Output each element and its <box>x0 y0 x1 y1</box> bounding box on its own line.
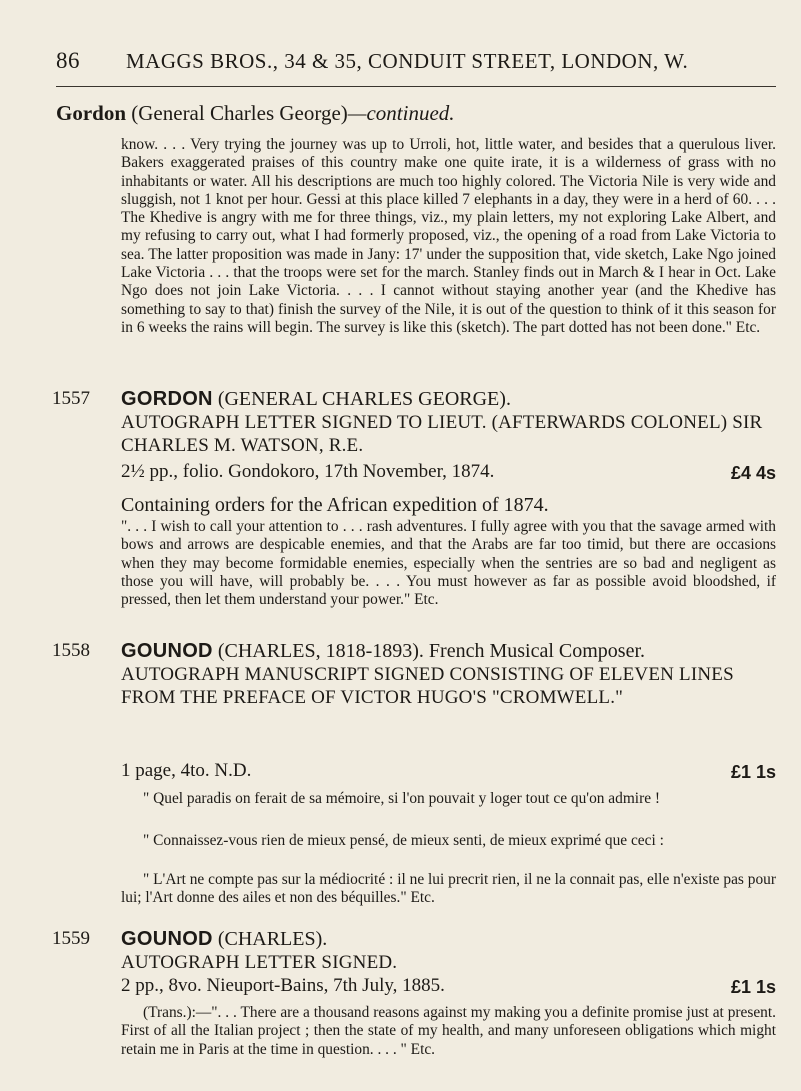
continued-rest: (General Charles George) <box>131 101 348 125</box>
lot-description: AUTOGRAPH MANUSCRIPT SIGNED CONSISTING OF ELEVEN LINES FROM THE PREFACE OF VICTOR HUGO'S "CROMWELL." <box>121 664 734 708</box>
lot-qualifier: (CHARLES, 1818-1893). French Musical Composer. <box>217 640 645 662</box>
lot-name: GOUNOD <box>121 640 213 662</box>
running-header <box>56 48 776 74</box>
lot-heading <box>121 928 781 950</box>
lot-quote: " L'Art ne compte pas sur la médiocrité : il ne lui precrit rien, il ne la connait pas, elle n'existe pas pour lui; l'Art donne des ailes et non des béquilles." Etc. <box>121 871 776 907</box>
lot-format: 1 page, 4to. N.D. <box>121 760 252 781</box>
lot-description: AUTOGRAPH LETTER SIGNED TO LIEUT. (AFTERWARDS COLONEL) SIR CHARLES M. WATSON, R.E. <box>121 412 763 456</box>
lot-description: AUTOGRAPH LETTER SIGNED. <box>121 952 398 973</box>
lot-price: £1 1s <box>730 977 776 997</box>
lot-number: 1558 <box>52 640 90 661</box>
lot-quote: " Quel paradis on ferait de sa mémoire, si l'on pouvait y loger tout ce qu'on admire ! <box>143 790 661 807</box>
lot-number: 1557 <box>52 388 90 409</box>
lot-number: 1559 <box>52 928 90 949</box>
lot-name: GORDON <box>121 388 213 410</box>
page-number: 86 <box>56 48 80 73</box>
lot-quote: " Connaissez-vous rien de mieux pensé, de mieux senti, de mieux exprimé que ceci : <box>143 832 664 849</box>
lot-contains: Containing orders for the African expedition of 1874. <box>121 494 549 516</box>
continued-note: —continued. <box>347 101 455 125</box>
continued-heading <box>56 101 776 126</box>
lot-heading <box>121 388 781 410</box>
continued-name: Gordon <box>56 101 127 125</box>
lot-quote: ". . . I wish to call your attention to . . . rash adventures. I fully agree with you that the savage armed with bows and arrows are despicable enemies, and that the Arabs are far too timid, but there are occasions when they may become formidable enemies, especially when the sentries are so bad and negligent as those you will have, will probably be. . . . You must however as far as possible avoid bloodshed, if pressed, then let them understand your power." Etc. <box>121 518 776 609</box>
lot-qualifier: (GENERAL CHARLES GEORGE). <box>217 388 511 410</box>
lot-quote: (Trans.):—". . . There are a thousand reasons against my making you a definite promise just at present. First of all the Italian project ; then the state of my health, and many unforeseen obligations which might retain me in Paris at the time in question. . . . " Etc. <box>121 1004 776 1058</box>
lot-heading <box>121 640 781 662</box>
lot-price: £1 1s <box>730 762 776 782</box>
intro-text: know. . . . Very trying the journey was up to Urroli, hot, little water, and besides that a querulous liver. Bakers exaggerated praises of this country make one quite irate, it is a wilderness of grass with no inhabitants or water. All his descriptions are much too highly colored. The Victoria Nile is very wide and sluggish, not 1 knot per hour. Gessi at this place killed 7 elephants in a day, they were in a herd of 60. . . . The Khedive is angry with me for three things, viz., my plain letters, my not exploring Lake Albert, and my refusing to carry out, what I had formerly proposed, viz., the opening of a road from Lake Victoria to sea. The latter proposition was made in Jany: 17' under the supposition that, vide sketch, Lake Ngo joined Lake Victoria . . . that the troops were set for the march. Stanley finds out in March & I hear in Oct. Lake Ngo does not join Lake Victoria. . . . I cannot without staying another year (and the Khedive has something to say to that) finish the survey of the Nile, it is out of the question to think of it this season for in 6 weeks the rains will begin. The survey is like this (sketch). The part dotted has not been done." Etc. <box>121 136 776 336</box>
header-rule <box>56 86 776 87</box>
lot-name: GOUNOD <box>121 928 213 950</box>
lot-format: 2 pp., 8vo. Nieuport-Bains, 7th July, 1885. <box>121 975 445 996</box>
lot-format: 2½ pp., folio. Gondokoro, 17th November, 1874. <box>121 461 495 482</box>
lot-price: £4 4s <box>730 463 776 483</box>
running-title: MAGGS BROS., 34 & 35, CONDUIT STREET, LONDON, W. <box>126 49 689 73</box>
lot-qualifier: (CHARLES). <box>217 928 328 950</box>
